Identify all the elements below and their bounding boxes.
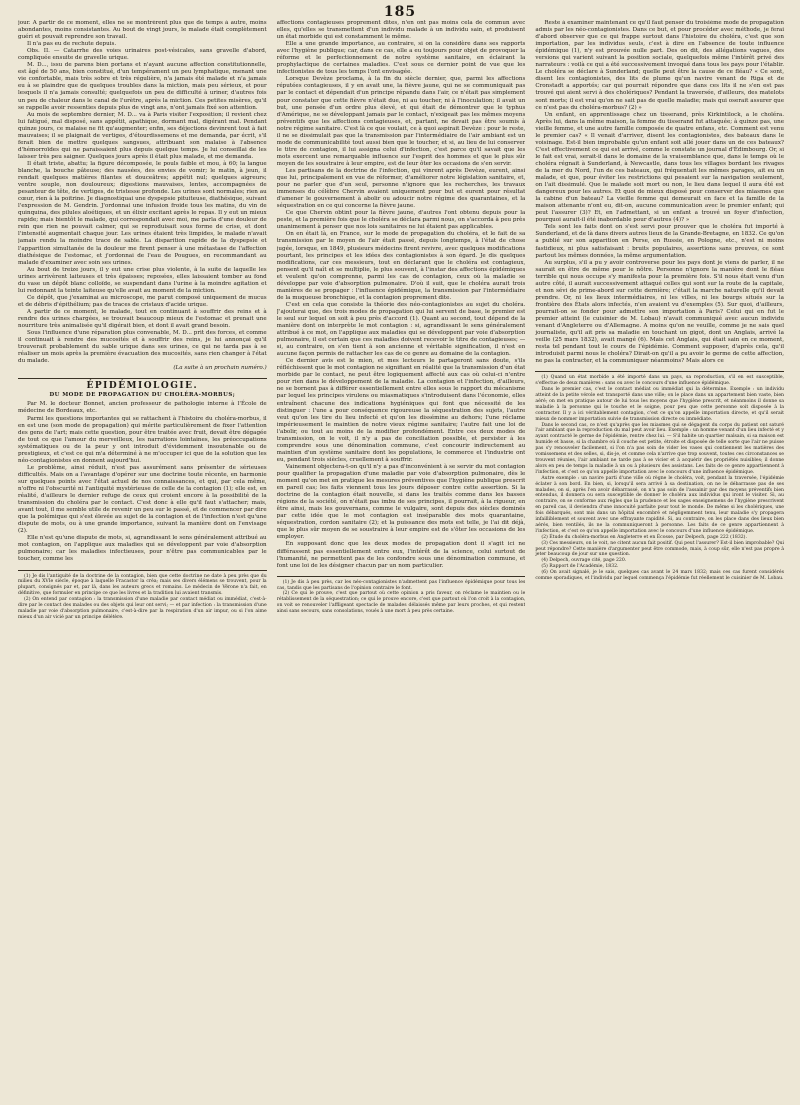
paragraph: Le problème, ainsi réduit, n'est pas assurément sans présenter de sérieuses difficultés. Mais on a l'avantage d'opérer sur une doctrine toute récente, en harmonie sur quelques points avec l'état actuel de nos connaissances, et qui, par cela même, n'offre ni l'obscurité ni l'antiquité mystérieuse de celle de la contagion (1); elle est, en réalité, d'ailleurs le dernier refuge de ceux qui croient encore à la possibilité de la transmission du choléra par le contact. C'est donc à elle qu'il faut s'attacher; mais, avant tout, il me semble utile de revenir un peu sur le passé, et de commencer par dire que la polémique qui s'est élevée au sujet de la contagion et de l'infection n'est qu'une dispute de mots, ou à une grande importance, suivant la manière dont on l'envisage (2).	[18, 464, 267, 535]
paragraph: A partir de ce moment, le malade, tout en continuant à souffrir des reins et à rendre des urines chargées, se trouvait beaucoup mieux de l'estomac et prenait une nourriture très animalisée qu'il digérait bien, et dont il avait grand besoin.	[18, 308, 267, 330]
paragraph: En supposant donc que les deux modes de propagation dont il s'agit ici ne différassent pas essentiellement entre eux, l'intérêt de la science, celui surtout de l'humanité, ne permettent pas de les confondre sous une dénomination commune, et font une loi de les désigner chacun par un nom particulier.	[276, 541, 526, 569]
paragraph: Au bout de treize jours, il y eut une crise plus violente, à la suite de laquelle les urines arrivèrent laiteuses et très épaisses; reposées, elles laissaient tomber au fond du vase un dépôt blanc colloïde, se suspendant dans l'urine à la moindre agitation et lui redonnant la teinte laiteuse qu'elle avait au moment de la miction.	[18, 266, 267, 294]
paragraph: Parmi les questions importantes qui se rattachent à l'histoire du choléra-morbus, il en est une (son mode de propagation) qui mérite particulièrement de fixer l'attention des gens de l'art; mais cette question, pour être traitée avec fruit, devait être dégagée de tout ce que l'amour du merveilleux, les narrations lointaines, les préoccupations systématiques ou de la peur y ont introduit d'évidemment insoutenable ou de prestigieux, et c'est ce qui m'a déterminé à ne m'occuper ici que de la solution que les néo-contagionistes en donnent aujourd'hui.	[18, 415, 267, 464]
section-divider	[18, 378, 267, 379]
column-middle	[277, 20, 526, 1090]
paragraph: Tels sont les faits dont on s'est servi pour prouver que le choléra fut importé à Sunderland, et de là dans divers autres lieux de la Grande-Bretagne, en 1832. Ce qu'on a publié sur son apparition en Perse, en Russie, en Pologne, etc., n'est ni moins fastidieux, ni plus satisfaisant : bruits populaires, assertions sans preuves, ce sont partout les mêmes données, la même argumentation.	[535, 224, 785, 259]
paragraph: affections contagieuses proprement dites, n'en ont pas moins cela de commun avec elles, qu'elles se transmettent d'un individu malade à un individu sain, et produisent un état morbide qui est constamment le même.	[276, 20, 526, 41]
footnote: (1) Je dis l'antiquité de la doctrine de la contagion, bien que cette doctrine ne date à peu près que du milieu du XVIe siècle, époque à laquelle Fracastor la créa; mais ses divers élémens se trouvent, pour la plupart, consignés par et, par là, dans les auteurs grecs et romains. Le médecin de Vérone n'a fait, en définitive, que formuler en principe ce que les livres et la tradition lui avaient transmis.	[18, 573, 267, 597]
continuation-note: (La suite à un prochain numéro.)	[173, 365, 267, 372]
paragraph: Il n'a pas eu de rechute depuis.	[27, 41, 117, 48]
paragraph: jour. A partir de ce moment, elles ne se montrèrent plus que de temps à autre, moins abondantes, moins consistantes. Au bout de vingt jours, le malade était complètement guéri et pouvait reprendre son travail.	[18, 20, 267, 41]
paragraph: Un enfant, en apprentissage chez un tisserand, près Kirkintilock, a le choléra. Après lui, dans la même maison, la femme du tisserand fut attaquée; à quinze pas, une vieille femme, et une autre famille composée de quatre enfans, etc. Comment est venu le premier cas? « Il venait d'arriver, disent les contagionistes, des bateaux dans le voisinage. Est-il bien improbable qu'un enfant soit allé jouer dans un de ces bateaux? C'est effectivement ce qui est arrivé, comme le constate un journal d'Édimbourg. Or, si le fait est vrai, serait-il dans le domaine de la vraisemblance que, dans le temps où le choléra régnait à Sunderland, à Newcastle, dans tous les villages bordant les rivages de la mer du Nord, l'un de ces bateaux, qui fréquentait les mêmes parages, ait eu un malade, et que, pour éviter les restrictions qui pesaient sur la navigation seulement, on l'ait dissimulé. Que le malade soit mort ou non, le lieu dans lequel il aura été est dangereux pour les autres. Et quoi de mieux disposé pour conserver des miasmes que la cabine d'un bateau? La vieille femme qui demeurait en face et la famille de la maison attenante n'ont eu, dit-on, aucune communication avec le premier enfant; qui peut l'assurer (3)? Et, en l'admettant, si un enfant a trouvé un foyer d'infection, pourquoi aurait-il été inabordable pour d'autres (4)? »	[535, 111, 785, 224]
footnote: Dans le second cas, ce n'est qu'après que les miasmes qui se dégagent du corps du patient ont saturé l'air ambiant que la reproduction du mal peut avoir lieu. Exemple : un homme venant d'un lieu infecté et y ayant contracté le germe de l'épidémie, rentre chez lui. — S'il habite un quartier malsain, si sa maison est humide et basse, si la chambre où il couche est petite, étroite et disposée de telle sorte que l'air ne puisse pas s'y renouveler facilement, si l'on n'a pas soin de vider les vases qui contiennent les matières des vomissemens et des selles, si, dis-je, et comme cela n'arrive que trop souvent, toutes ces circonstances se trouvent réunies, l'air ambiant ne tarde pas à se vicier et à acquérir des propriétés nuisibles; il donne alors en peu de temps la maladie à un ou à plusieurs des assistans. Les faits de ce genre appartiennent à l'infection, et c'est ce qu'on appelle importation avec le concours d'une influence épidémique.	[535, 422, 785, 475]
footnote: (5) Rapport de l'Académie, 1832.	[541, 564, 619, 570]
footnote: (1) Je dis à peu près, car les néo-contagionistes n'admettent pas l'influence épidémique pour tous les cas, tandis que les partisans de l'opinion contraire le font.	[276, 579, 526, 591]
paragraph: Au surplus, s'il a pu y avoir controverse pour les pays dont je viens de parler, il ne saurait en être de même pour le nôtre. Personne n'ignore la manière dont le fléau terrible qui nous occupe s'y manifesta pour la première fois. S'il nous était venu d'un autre côté, il aurait successivement attaqué celles qui sont sur la route de la capitale, et non sévi de prime-abord sur cette dernière; c'était la marche naturelle qu'il devait prendre. Or, ni les lieux intermédiaires, ni les villes, ni les bourgs situés sur la frontière des États alors infectés, n'en avaient vu d'exemples (5). Sur quoi, d'ailleurs, pourrait-on se fonder pour admettre son importation à Paris? Celui qui en fut le premier atteint (le cuisinier de M. Lobau) n'avait communiqué avec aucun individu venant d'Angleterre ou d'Allemagne. A moins qu'on ne veuille, comme je ne sais quel journaliste, qu'il ait pris sa maladie en touchant un gigot, dont un Anglais, arrivé la veille (25 mars 1832), avait mangé (6). Mais cet Anglais, qui était sain en ce moment, resta tel pendant tout le cours de l'épidémie. Comment supposer, d'après cela, qu'il introduisit parmi nous le choléra? Dirait-on qu'il a pu avoir le germe de cette affection, ne pas la contracter, et la communiquer néanmoins? Mais alors ce	[535, 259, 785, 365]
observation-title: Obs. II. — Catarrhe des voies urinaires post-vésicales, sans gravelle d'abord, compliquée ensuite de gravelle urique.	[18, 48, 267, 62]
footnotes	[18, 570, 267, 621]
footnotes	[277, 576, 526, 615]
paragraph: Ce dépôt, que j'examinai au microscope, me parut composé uniquement de mucus et de débris d'épithélium; pas de traces de cristaux d'acide urique.	[18, 294, 267, 308]
paragraph: Lorsque Devèze proclama, à la fin du siècle dernier, que, parmi les affections réputées contagieuses, il y en avait une, la fièvre jaune, qui ne se communiquait pas par le contact et dépendait d'un principe répandu dans l'air, ce n'était pas simplement pour constater que cette fièvre n'était due, ni au toucher, ni à l'inoculation; il avait un but, une pensée d'un ordre plus élevé, et qui était de démontrer que le typhus d'Amérique, ne se développant jamais par le contact, n'exigeait pas les mêmes moyens préventifs que les affections contagieuses, et, partant, ne devait pas être soumis à notre régime sanitaire. C'est là ce que voulait, ce à quoi aspirait Devèze : pour le reste, il ne se dissimulait pas que la transmission par l'intermédiaire de l'air ambiant est un mode de communicabilité tout aussi bien que le toucher, et si, au lieu de lui conserver le titre de contagion, il lui assigna celui d'infection, c'est parce qu'il savait que les mots exercent une remarquable influence sur l'esprit des hommes et que le plus sûr moyen de les soustraire à leur empire, est de leur ôter les occasions de s'en servir.	[276, 76, 526, 167]
article-byline: Par M. le docteur Bonnet, ancien professeur de pathologie interne à l'École de médecine de Bordeaux, etc.	[18, 401, 267, 415]
article-title: DU MODE DE PROPAGATION DU CHOLÉRA-MORBUS;	[49, 392, 236, 399]
paragraph: C'est en cela que consiste la théorie des néo-contagionistes au sujet du choléra. J'ajouterai que, des trois modes de propagation qui lui servent de base, le premier est le seul sur lequel on soit à peu près d'accord (1). Quant au second, tout dépend de la manière dont on interprète le mot contagion : si, agrandissant le sens généralement attribué à ce mot, on l'applique aux maladies qui se développent par voie d'absorption pulmonaire, il est certain que ces maladies doivent recevoir le titre de contagieuses; — si, au contraire, on s'en tient à son ancienne et véritable signification, il n'est en aucune façon permis de rattacher les cas de ce genre au domaine de la contagion.	[276, 301, 526, 358]
paragraph: Ce que Chervin obtint pour la fièvre jaune, d'autres l'ont obtenu depuis pour la peste, et la première fois que le choléra se déclara parmi nous, on s'accorda à peu près unanimement à penser que nos lois sanitaires ne lui étaient pas applicables.	[276, 210, 526, 231]
section-title: ÉPIDÉMIOLOGIE.	[86, 381, 199, 392]
paragraph: M. D..., issu de parens bien portans et n'ayant aucune affection constitutionnelle, est âgé de 50 ans, bien constitué, d'un tempérament un peu lymphatique, menant une vie confortable, mais très sobre et très régulière, n'a jamais été malade et n'a jamais eu à se plaindre que de quelques troubles dans la miction, mais peu sérieux, et pour lesquels il n'a jamais consulté; quelquefois un peu de difficulté à uriner, d'autres fois un peu de chaleur dans le canal de l'urètre, après la miction. Ces petites misères, qu'il se rappelle avoir ressenties depuis plus de vingt ans, n'ont jamais fixé son attention.	[18, 62, 267, 111]
footnotes	[535, 371, 784, 582]
paragraph: Il était triste, abattu; la figure décomposée, le pouls faible et mou, à 60; la langue blanche, la bouche pâteuse; des nausées, des envies de vomir; le matin, à jeun, il rendait quelques matières filantes et douceâtres; appétit nul; quelques aigreurs; ventre souple, non douloureux; digestions mauvaises, lentes, accompagnées de pesanteur de tête, de vertiges, de tristesse profonde. Les urines sont normales; rien au cœur, rien à la poitrine. Je diagnostiquai une dyspepsie pituiteuse, diathésique, suivant l'expression de M. Gendrin. J'ordonnai une infusion froide tous les matins, du vin de quinquina, des pilules aloétiques, et un élixir excitant après le repas. Il y eut un mieux rapide; mais bientôt le malade, qui correspondait avec moi, me parla d'une douleur de rein que rien ne pouvait calmer, qui se reproduisait sous forme de crise, et dont l'intensité augmentait chaque jour. Les urines étaient très limpides, le malade n'avait jamais rendu la moindre trace de sable. La disparition rapide de la dyspepsie et l'apparition simultanée de la douleur me firent penser à une métastase de l'affection diathésique de l'estomac, et j'ordonnai de l'eau de Pougues, en recommandant au malade d'examiner avec soin ses urines.	[18, 160, 267, 266]
paragraph: Vainement objectera-t-on qu'il n'y a pas d'inconvénient à se servir du mot contagion pour qualifier la propagation d'une maladie par voie d'absorption pulmonaire, dès le moment qu'on met en pratique les mesures préventives que l'hygiène publique prescrit en pareil cas; les faits viennent tous les jours déposer contre cette assertion. Si la doctrine de la contagion était nouvelle, si dans les traités comme dans les basses régions de la société, on n'était pas imbu de ses principes, il pourrait, à la rigueur, en être ainsi, mais les gouvernans, comme le vulgaire, sont depuis des siècles dominés par cette idée que le mot contagion est inséparable des mots quarantaine, séquestration, cordon sanitaire (2); et la puissance des mots est telle, je l'ai dit déjà, que le plus sûr moyen de se soustraire à leur empire est de s'ôter les occasions de les employer.	[276, 463, 526, 541]
footnote: Dans le premier cas, c'est le contact médiat ou immédiat qui la détermine. Exemple : un individu atteint de la petite vérole est transporté dans une ville; on le place dans un appartement bien vaste, bien aéré; on met en pratique autour de lui tous les moyens que l'hygiène prescrit, et néanmoins il donne sa maladie à la personne qui le touche et le soigne, pour peu que cette personne soit disposée à la contracter. Il y a ici véritablement contagion, c'est ce qu'on appelle importation directe, et qu'il serait mieux de nommer importation suivie de transmission directe ou immédiate.	[535, 387, 785, 422]
columns	[18, 20, 784, 1090]
paragraph: On en était là, en France, sur le mode de propagation du choléra, et le fait de sa transmission par le moyen de l'air était passé, depuis longtemps, à l'état de chose jugée, lorsque, en 1849, plusieurs médecins firent revivre, avec quelques modifications pourtant, les principes et les idées des contagionistes à son égard. Je dis quelques modifications, car ces messieurs, tout en déclarant que le choléra est contagieux, pensent qu'il naît et se multiplie, le plus souvent, à l'instar des affections épidémiques et veulent qu'on comprenne, parmi les cas de contagion, ceux où la maladie se développe par voie d'absorption pulmonaire. D'où il suit, que le choléra aurait trois manières de se propager : l'influence épidémique, la transmission par l'intermédiaire de la muqueuse bronchique, et la contagion proprement dite.	[276, 231, 526, 301]
column-left	[18, 20, 267, 1090]
page-number: 185	[383, 4, 417, 20]
paragraph: Reste à examiner maintenant ce qu'il faut penser du troisième mode de propagation admis par les néo-contagionistes. Dans ce but, et pour procéder avec méthode, je ferai d'abord observer que ce qui frappe surtout dans l'histoire du choléra, c'est que son importation, par les individus seuls, c'est à dire en l'absence de toute influence épidémique (1), n'y est prouvée nulle part. Des on dit, des allégations vagues, des versions qui varient suivant la position sociale, quelquefois même l'intérêt privé des narrateurs : voilà ce qui a été successivement invoqué dans tous les pays pour l'établir. Le choléra se déclare à Sunderland; quelle peut être la cause de ce fléau? « Ce sont, disent les contagionistes, des lits de plume qu'un navire venant de Riga et de Cronstadt a apportés; car qui pourrait répondre que dans ces lits il ne s'en est pas trouvé qui aient servi à des cholériques? Pendant la traversée, d'ailleurs, des matelots sont morts; il est vrai qu'on ne sait pas de quelle maladie; mais qui oserait assurer que ce n'est pas du choléra-morbus? (2) »	[535, 20, 785, 111]
column-right	[535, 20, 784, 1090]
footnote: (2) Ce qui le prouve, c'est que partout où cette opinion a pris faveur, on réclame le maintien ou le rétablissement de la séquestration; ce qui le prouve encore, c'est que partout où l'on croit à la contagion, on voit se renouveler l'affligeant spectacle de malades délaissés même par leurs proches, et qui restent ainsi sans secours, sans consolations, voués à une mort à peu près certaine.	[276, 591, 526, 615]
paragraph: Elle a une grande importance, au contraire, si on la considère dans ses rapports avec l'hygiène publique; car, dans ce cas, elle a eu toujours pour objet de provoquer la réforme et le perfectionnement de notre système sanitaire, en éclairant la prophylactique de certaines maladies. C'est sous ce dernier point de vue que les infectionistes de tous les temps l'ont envisagée.	[276, 41, 526, 76]
paragraph: Sous l'influence d'une réparation plus convenable, M. D... prit des forces, et comme il continuait à rendre des mucosités et à souffrir des reins, je lui annonçai qu'il trouverait probablement du sable urique dans ses urines, ce qui ne tarda pas à se réaliser un mois après la première évacuation des mucosités, sans rien changer à l'état du malade.	[18, 330, 267, 365]
paragraph: Les partisans de la doctrine de l'infection, qui vinrent après Devèze, eurent, ainsi que lui, principalement en vue de réformer, d'améliorer notre législation sanitaire, et, pour ne parler que d'un seul, personne n'ignore que les recherches, les travaux immenses du célèbre Chervin avaient uniquement pour but et eurent pour résultat d'amener le gouvernement à abolir ou adoucir notre régime des quarantaines, et la séquestration en ce qui concerne la fièvre jaune.	[276, 167, 526, 210]
footnote: (2) Étude du choléra-morbus en Angleterre et en Écosse, par Delpech, page 222 (1832).	[541, 534, 747, 540]
footnote: (3) Ces messieurs, on le voit, ne citent aucun fait positif. Qui peut l'assurer? Est-il bien improbable? Qui peut répondre? Cette manière d'argumenter peut être commode, mais, à coup sûr, elle n'est pas propre à jeter beaucoup de jour sur une question.	[535, 540, 785, 558]
footnote: Autre exemple : un navire parti d'une ville où règne le choléra, voit, pendant la traversée, l'épidémie éclater à son bord. En bien, si, lorsqu'il sera arrivé à sa destination, on ne le débarrasse pas de ses malades, on si, après l'en avoir débarrassé, on n'a pas soin de l'assainir par des moyens préventifs bien entendus, il donnera ou sera susceptible de donner le choléra aux individus qui iront le visiter. Si, au contraire, on se conforme aux règles que la prudence et les sages enseignemens de l'hygiène prescrivent en pareil cas, il deviendra d'une innocuité parfaite pour tout le monde. De même si les cholériques, une fois débarqués, sont mis dans un hôpital encombré et négligemment tenu, leur maladie s'y propagera infailliblement et souvent avec une effrayante rapidité. Si, au contraire, on les place dans des lieux bien aérés, bien ventilés, ils ne la communiqueront à personne. Les faits de ce genre appartiennent à l'infection, et c'est ce qu'on appelle importation avec le concours d'une influence épidémique.	[535, 475, 785, 534]
footnote: (2) On entend par contagion : la transmission d'une maladie par contact médiat ou immédiat, c'est-à-dire par le contact des malades ou des objets qui leur ont servi; — et par infection : la transmission d'une maladie par voie d'absorption pulmonaire, c'est-à-dire par la respiration d'un air impur, ou si l'on aime mieux d'un air vicié par un principe délétère.	[18, 597, 267, 620]
paragraph: Au mois de septembre dernier, M. D... va à Paris visiter l'exposition; il revient chez lui fatigué, mal disposé, sans appétit, apathique, dormant mal, digérant mal. Pendant quinze jours, ce malaise ne fit qu'augmenter; enfin, ses déjections devinrent tout à fait mauvaises; il se plaignait de vertiges, d'étourdissemens et me demanda, par écrit, s'il ferait bien de mettre quelques sangsues, attribuant son malaise à l'absence d'hémorroïdes qui ne paraissaient plus depuis quelque temps. Je lui conseillai de les laisser très peu saigner. Quelques jours après il était plus malade, et me demanda.	[18, 111, 267, 160]
footnote: (4) Delpech, ouvrage cité, page 220.	[541, 558, 627, 564]
paragraph: Ce dernier avis est le mien, et mes lecteurs le partageront sans doute, s'ils réfléchissent que le mot contagion ne signifiant en réalité que la transmission d'un état morbide par le contact, ne peut être logiquement affecté aux cas où celui-ci n'entre pour rien dans le développement de la maladie. La contagion et l'infection, d'ailleurs, ne se bornent pas à différer essentiellement entre elles sous le rapport du mécanisme par lequel les principes virulens ou miasmatiques s'introduisent dans l'économie, elles entraînent chacune des indications hygiéniques qui font que nécessité de les distinguer : l'une a pour conséquence rigoureuse la séquestration des sujets, l'autre veut qu'on les tire du lieu infecté et qu'on les dissémine au dehors; l'une réclame impérieusement le maintien de notre vieux régime sanitaire; l'autre fait une loi de l'abolir, ou tout au moins de la modifier profondément. Entre ces deux modes de transmission, on le voit, il n'y a pas de conciliation possible, et persister à les comprendre sous une dénomination commune, c'est concourir indirectement au maintien d'un système sanitaire dont les populations, le commerce et l'industrie ont eu, pendant trois siècles, cruellement à souffrir.	[276, 358, 526, 463]
footnote: (1) Quand un état morbide a été importé dans un pays, sa reproduction, s'il en est susceptible, s'effectue de deux manières : sans ou avec le concours d'une influence épidémique.	[535, 375, 785, 387]
footnote: (6) On avait signalé, je le sais, quelques cas avant le 24 mars 1832; mais ces cas furent considérés comme sporadiques, et l'individu par lequel commença l'épidémie fut réellement le cuisinier de M. Lobau.	[535, 570, 785, 582]
paragraph: Elle n'est qu'une dispute de mots, si, agrandissant le sens généralement attribué au mot contagion, on l'applique aux maladies qui se développent par voie d'absorption pulmonaire; car les maladies infectieuses, pour n'être pas communicables par le toucher, comme les	[18, 535, 267, 563]
